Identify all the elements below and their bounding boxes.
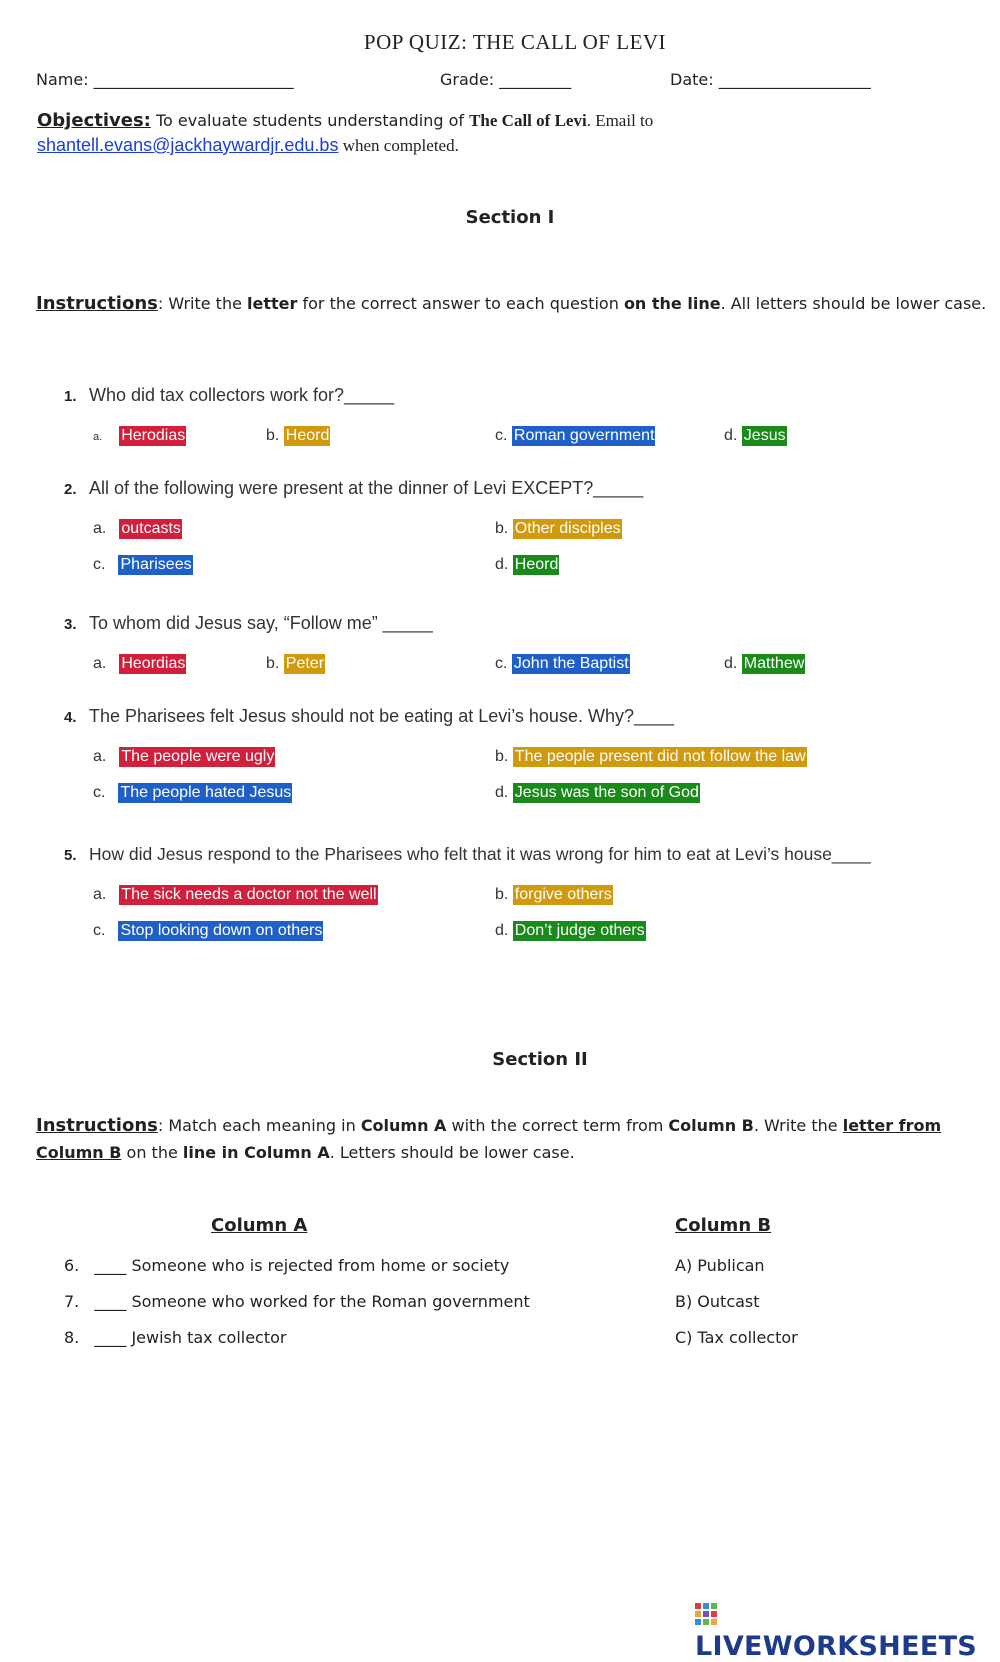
match-row-7 (64, 1292, 530, 1311)
section-1-instructions (36, 290, 996, 317)
option-letter: c. (93, 556, 106, 573)
instr-text: with the correct term from (446, 1116, 669, 1135)
option-letter: c. (93, 922, 106, 939)
option-letter: d. (495, 784, 509, 801)
email-link[interactable]: shantell.evans@jackhaywardjr.edu.bs (37, 135, 339, 155)
date-field: Date: ___________________ (670, 70, 871, 89)
objectives-text-3: when completed. (338, 136, 459, 155)
option-letter: b. (495, 886, 509, 903)
question-number: 5. (64, 847, 77, 864)
question-5 (64, 844, 994, 865)
question-number: 3. (64, 616, 77, 633)
match-row-6 (64, 1256, 509, 1275)
option-3d[interactable] (724, 655, 805, 673)
option-2c[interactable] (93, 556, 193, 574)
question-text: To whom did Jesus say, “Follow me” _____ (88, 613, 433, 633)
option-5c[interactable] (93, 922, 323, 940)
section-2-instructions (36, 1112, 966, 1166)
option-text: Other disciples (514, 520, 621, 537)
instr-text: for the correct answer to each question (297, 294, 624, 313)
option-1d[interactable] (724, 427, 787, 445)
option-text: Roman government (513, 427, 655, 444)
liveworksheets-logo (695, 1600, 1000, 1662)
instr-text: . Letters should be lower case. (329, 1143, 575, 1162)
option-text: Jesus was the son of God (514, 784, 699, 801)
question-1 (64, 385, 394, 406)
question-text: The Pharisees felt Jesus should not be eating at Levi’s house. Why?____ (88, 706, 675, 726)
option-text: The sick needs a doctor not the well (121, 886, 377, 903)
option-letter: a. (93, 748, 107, 765)
option-text: Heord (285, 427, 330, 444)
option-letter: b. (495, 520, 509, 537)
option-letter: b. (266, 427, 280, 444)
match-term-a: A) Publican (675, 1256, 765, 1275)
option-text: Herodias (121, 427, 186, 444)
logo-text: LIVEWORKSHEETS (695, 1631, 978, 1662)
liveworksheets-logo-icon (695, 1603, 717, 1627)
option-2a[interactable] (93, 520, 182, 538)
instr-bold: letter (247, 294, 298, 313)
match-term-b: B) Outcast (675, 1292, 760, 1311)
match-meaning: ____ Someone who is rejected from home or society (94, 1256, 510, 1275)
section-2-title: Section II (492, 1049, 588, 1070)
name-field: Name: _________________________ (36, 70, 294, 89)
option-letter: d. (724, 655, 738, 672)
option-4b[interactable] (495, 748, 807, 766)
option-letter: a. (93, 886, 107, 903)
question-text: How did Jesus respond to the Pharisees who felt that it was wrong for him to eat at Levi’s house____ (88, 844, 871, 864)
instr-text: : Write the (157, 294, 248, 313)
option-text: forgive others (514, 886, 612, 903)
option-text: The people present did not follow the law (514, 748, 806, 765)
option-text: Pharisees (120, 556, 192, 573)
option-letter: b. (495, 748, 509, 765)
option-text: Jesus (743, 427, 786, 444)
option-text: Matthew (743, 655, 805, 672)
option-text: The people were ugly (121, 748, 275, 765)
option-text: outcasts (121, 520, 181, 537)
option-1c[interactable] (495, 427, 655, 445)
instr-bold: line in Column A (182, 1143, 330, 1162)
instr-bold: letter from (842, 1116, 942, 1135)
instr-bold: on the line (623, 294, 721, 313)
option-letter: a. (93, 520, 107, 537)
page-title: POP QUIZ: THE CALL OF LEVI (363, 30, 667, 54)
objectives-text-2: . Email to (586, 111, 654, 130)
match-meaning: ____ Jewish tax collector (94, 1328, 287, 1347)
option-text: Heordias (121, 655, 186, 672)
option-text: Don’t judge others (514, 922, 645, 939)
question-3 (64, 613, 433, 634)
option-letter: d. (495, 556, 509, 573)
option-3c[interactable] (495, 655, 630, 673)
question-number: 4. (64, 709, 77, 726)
option-text: The people hated Jesus (120, 784, 292, 801)
option-2d[interactable] (495, 556, 559, 574)
question-number: 2. (64, 481, 77, 498)
option-text: Peter (285, 655, 325, 672)
objectives (37, 108, 977, 158)
option-2b[interactable] (495, 520, 622, 538)
option-4a[interactable] (93, 748, 275, 766)
option-3a[interactable] (93, 655, 186, 673)
option-letter: b. (266, 655, 280, 672)
match-row-8 (64, 1328, 287, 1347)
option-1b[interactable] (266, 427, 330, 445)
option-text: John the Baptist (513, 655, 629, 672)
instr-bold: Column A (360, 1116, 447, 1135)
option-letter: a. (93, 655, 107, 672)
option-4d[interactable] (495, 784, 700, 802)
instr-text: . All letters should be lower case. (720, 294, 987, 313)
option-3b[interactable] (266, 655, 325, 673)
option-letter: d. (724, 427, 738, 444)
objectives-label: Objectives: (37, 110, 151, 131)
question-text: All of the following were present at the dinner of Levi EXCEPT?_____ (88, 478, 644, 498)
question-text: Who did tax collectors work for?_____ (88, 385, 395, 405)
match-number: 7. (64, 1292, 80, 1311)
option-5b[interactable] (495, 886, 613, 904)
match-number: 8. (64, 1328, 80, 1347)
question-4 (64, 706, 674, 727)
question-number: 1. (64, 388, 77, 405)
option-letter: d. (495, 922, 509, 939)
objectives-text: To evaluate students understanding of (150, 111, 470, 130)
objectives-topic: The Call of Levi (469, 111, 587, 130)
column-a-header: Column A (211, 1215, 308, 1236)
option-letter: c. (495, 427, 508, 444)
option-letter: a. (93, 431, 103, 443)
grade-field: Grade: _________ (440, 70, 572, 89)
section-1-title: Section I (465, 207, 555, 228)
option-letter: c. (93, 784, 106, 801)
option-text: Heord (514, 556, 559, 573)
instr-text: : Match each meaning in (157, 1116, 361, 1135)
match-number: 6. (64, 1256, 80, 1275)
match-meaning: ____ Someone who worked for the Roman government (94, 1292, 530, 1311)
instr-bold: Column B (36, 1143, 122, 1162)
instr-bold: Column B (668, 1116, 754, 1135)
match-term-c: C) Tax collector (675, 1328, 798, 1347)
option-text: Stop looking down on others (120, 922, 323, 939)
column-b-header: Column B (675, 1215, 772, 1236)
option-5d[interactable] (495, 922, 646, 940)
option-4c[interactable] (93, 784, 292, 802)
instructions-label: Instructions (36, 293, 158, 314)
option-letter: c. (495, 655, 508, 672)
instructions-label: Instructions (36, 1115, 158, 1136)
option-1a[interactable] (93, 427, 186, 445)
instr-text: on the (121, 1143, 183, 1162)
question-2 (64, 478, 643, 499)
instr-text: . Write the (753, 1116, 843, 1135)
option-5a[interactable] (93, 886, 378, 904)
